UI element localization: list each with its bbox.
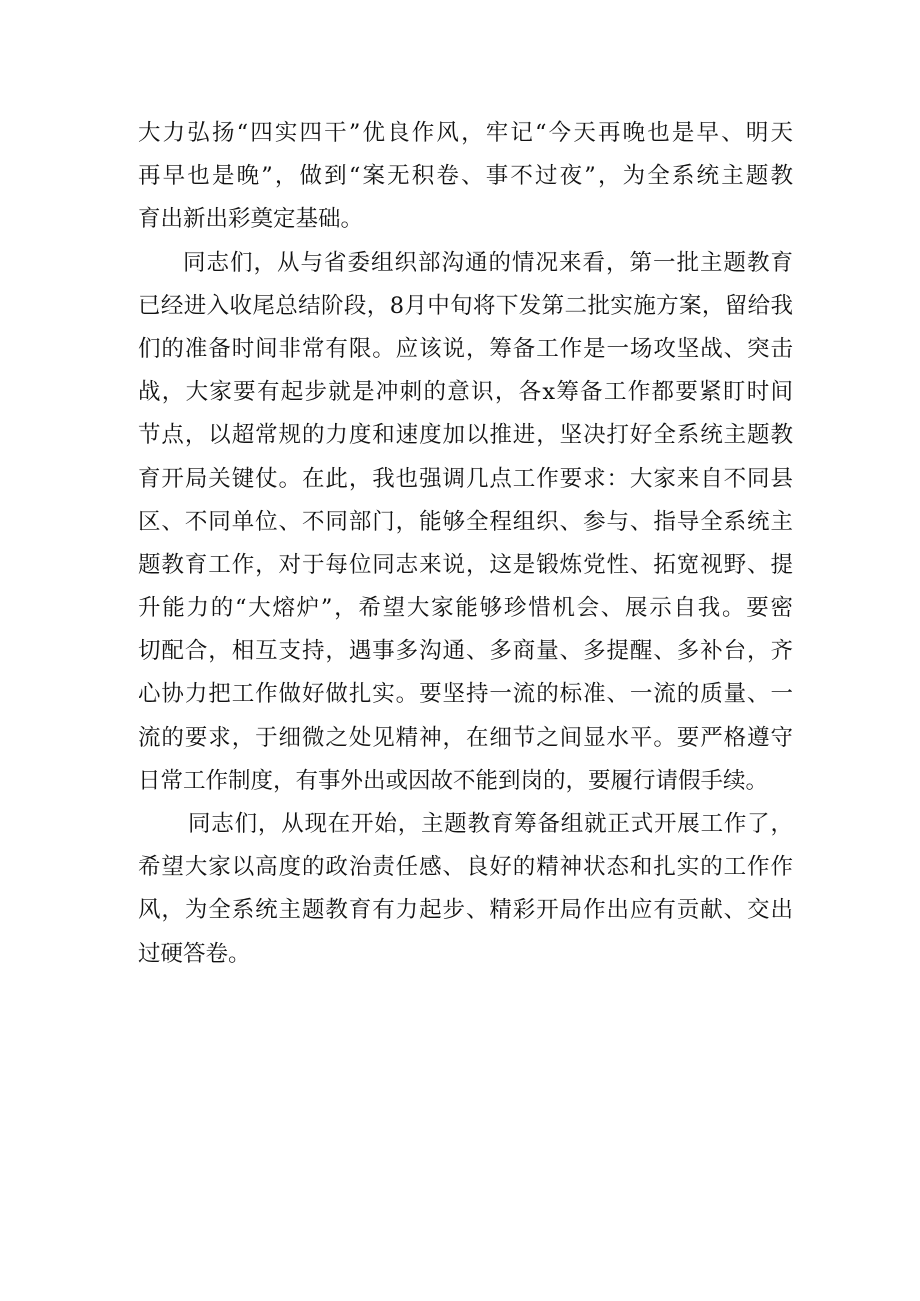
paragraph-line: 题教育工作，对于每位同志来说，这是锻炼党性、拓宽视野、提 [138, 551, 793, 578]
paragraph-line: 节点，以超常规的力度和速度加以推进，坚决打好全系统主题教 [138, 422, 793, 449]
paragraph-line: 切配合，相互支持，遇事多沟通、多商量、多提醒、多补台，齐 [138, 638, 793, 665]
paragraph-3 [138, 803, 793, 976]
paragraph-line: 战，大家要有起步就是冲刺的意识，各x筹备工作都要紧盯时间 [138, 379, 793, 406]
paragraph-line: 过硬答卷。 [138, 940, 251, 967]
document-body [138, 112, 793, 976]
paragraph-line: 希望大家以高度的政治责任感、良好的精神状态和扎实的工作作 [138, 854, 793, 881]
paragraph-line: 日常工作制度，有事外出或因故不能到岗的，要履行请假手续。 [138, 767, 769, 794]
paragraph-line: 流的要求，于细微之处见精神，在细节之间显水平。要严格遵守 [138, 724, 793, 751]
paragraph-line: 育开局关键仗。在此，我也强调几点工作要求：大家来自不同县 [138, 465, 793, 492]
paragraph-line: 同志们，从与省委组织部沟通的情况来看，第一批主题教育 [183, 249, 793, 276]
paragraph-line: 同志们，从现在开始，主题教育筹备组就正式开展工作了， [188, 811, 793, 837]
paragraph-line: 风，为全系统主题教育有力起步、精彩开局作出应有贡献、交出 [138, 897, 793, 924]
paragraph-line: 大力弘扬“四实四干”优良作风，牢记“今天再晚也是早、明天 [138, 120, 793, 146]
paragraph-line: 们的准备时间非常有限。应该说，筹备工作是一场攻坚战、突击 [138, 335, 793, 362]
paragraph-2 [138, 242, 793, 803]
paragraph-line: 区、不同单位、不同部门，能够全程组织、参与、指导全系统主 [138, 508, 793, 535]
paragraph-line: 育出新出彩奠定基础。 [138, 206, 364, 233]
paragraph-line: 再早也是晚”，做到“案无积卷、事不过夜”，为全系统主题教 [138, 163, 793, 190]
paragraph-line: 已经进入收尾总结阶段，8月中旬将下发第二批实施方案，留给我 [138, 292, 793, 319]
paragraph-line: 心协力把工作做好做扎实。要坚持一流的标准、一流的质量、一 [138, 681, 793, 708]
paragraph-line: 升能力的“大熔炉”，希望大家能够珍惜机会、展示自我。要密 [138, 595, 793, 622]
paragraph-1 [138, 112, 793, 242]
